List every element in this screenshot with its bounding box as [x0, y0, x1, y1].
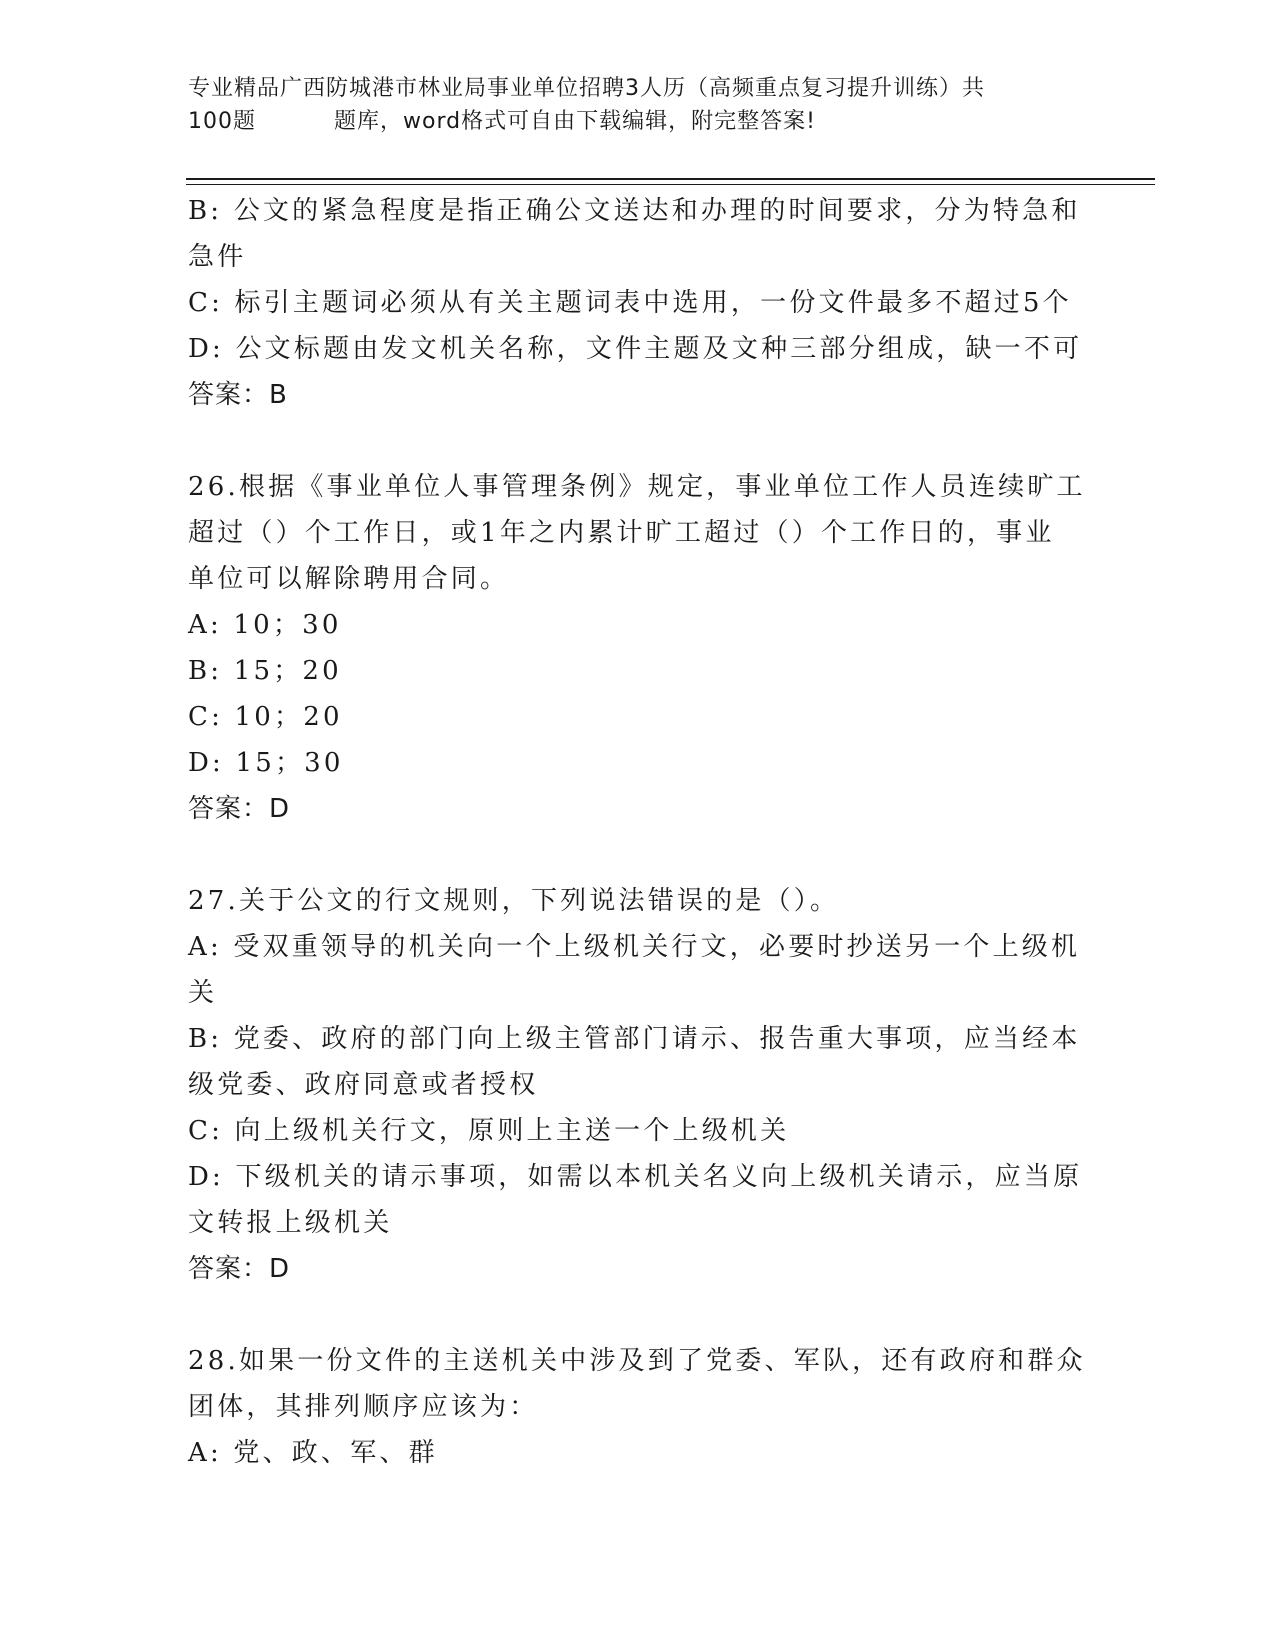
header-line-1: 专业精品广西防城港市林业局事业单位招聘3人历（高频重点复习提升训练）共 — [188, 76, 985, 101]
spacer — [188, 832, 1088, 878]
header-line-2 — [188, 105, 1068, 138]
q26-option-c: C: 10；20 — [188, 702, 343, 732]
q25-option-d: D: 公文标题由发文机关名称，文件主题及文种三部分组成，缺一不可 — [188, 334, 1083, 364]
q26-question-line-2: 超过（）个工作日，或1年之内累计旷工超过（）个工作日的，事业 — [188, 518, 1055, 548]
q25-answer: 答案：B — [188, 380, 288, 410]
q27-option-d-line-1: D: 下级机关的请示事项，如需以本机关名义向上级机关请示，应当原 — [188, 1162, 1083, 1192]
q26-answer: 答案：D — [188, 794, 291, 824]
q28-question-line-2: 团体，其排列顺序应该为： — [188, 1392, 539, 1422]
q27-option-c: C: 向上级机关行文，原则上主送一个上级机关 — [188, 1116, 790, 1146]
header-line-2-start: 100题 — [188, 109, 256, 134]
header-gap — [256, 105, 334, 138]
q26-option-d: D: 15；30 — [188, 748, 344, 778]
q26-question-line-1: 26.根据《事业单位人事管理条例》规定，事业单位工作人员连续旷工 — [188, 472, 1086, 502]
q26-question-line-3: 单位可以解除聘用合同。 — [188, 564, 510, 594]
document-header — [188, 72, 1068, 138]
q26-option-a: A: 10；30 — [188, 610, 342, 640]
q26-option-b: B: 15；20 — [188, 656, 342, 686]
q25-option-c: C: 标引主题词必须从有关主题词表中选用，一份文件最多不超过5个 — [188, 288, 1072, 318]
q28-option-a: A: 党、政、军、群 — [188, 1438, 438, 1468]
q27-option-a-line-1: A: 受双重领导的机关向一个上级机关行文，必要时抄送另一个上级机 — [188, 932, 1081, 962]
question-25-block — [188, 188, 1088, 418]
q27-option-d-line-2: 文转报上级机关 — [188, 1208, 393, 1238]
header-divider-thin — [186, 184, 1155, 185]
q25-option-b-line-1: B: 公文的紧急程度是指正确公文送达和办理的时间要求，分为特急和 — [188, 196, 1081, 226]
q27-option-b-line-1: B: 党委、政府的部门向上级主管部门请示、报告重大事项，应当经本 — [188, 1024, 1081, 1054]
q28-question-line-1: 28.如果一份文件的主送机关中涉及到了党委、军队，还有政府和群众 — [188, 1346, 1086, 1376]
q27-question: 27.关于公文的行文规则，下列说法错误的是（）。 — [188, 886, 840, 916]
question-27-block — [188, 878, 1088, 1292]
header-divider-thick — [186, 178, 1155, 180]
q27-answer: 答案：D — [188, 1254, 291, 1284]
q27-option-a-line-2: 关 — [188, 978, 218, 1008]
question-28-block — [188, 1338, 1088, 1476]
question-26-block — [188, 464, 1088, 832]
document-body — [188, 188, 1088, 1476]
q25-option-b-line-2: 急件 — [188, 242, 247, 272]
spacer — [188, 418, 1088, 464]
spacer — [188, 1292, 1088, 1338]
q27-option-b-line-2: 级党委、政府同意或者授权 — [188, 1070, 539, 1100]
header-line-2-end: 题库，word格式可自由下载编辑，附完整答案! — [334, 109, 816, 134]
